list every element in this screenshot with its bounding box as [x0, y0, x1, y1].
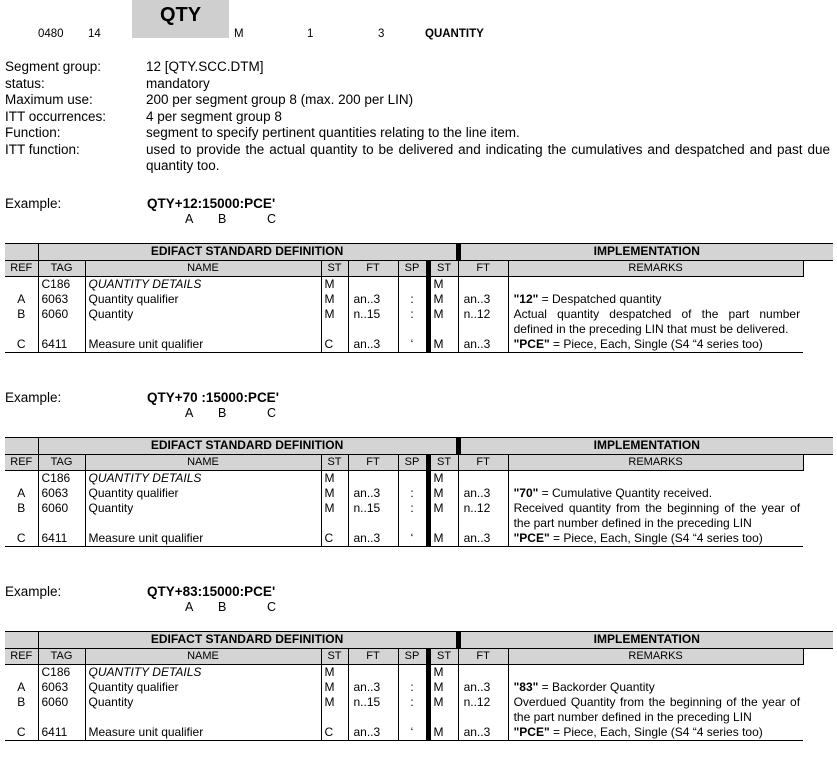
cell-tag: 6060: [38, 307, 85, 337]
cell-name: Measure unit qualifier: [85, 725, 321, 741]
cell-name: Quantity qualifier: [85, 680, 321, 695]
info-row: [5, 109, 830, 126]
cell-tag: C186: [38, 471, 85, 487]
col-tag: TAG: [38, 455, 85, 471]
example-element-letter: C: [267, 406, 277, 420]
example-code: QTY+83:15000:PCE': [147, 584, 276, 599]
cell-ft: an..3: [348, 680, 398, 695]
col-st: ST: [321, 261, 348, 277]
segment-info: [5, 59, 830, 175]
remark-code: "PCE": [513, 531, 550, 545]
col-remarks: REMARKS: [508, 261, 803, 277]
cell-st: M: [321, 501, 348, 531]
definition-table: [5, 243, 833, 353]
cell-name: Measure unit qualifier: [85, 531, 321, 547]
header-implementation: IMPLEMENTATION: [458, 438, 833, 455]
segment-name: QUANTITY: [425, 28, 484, 40]
info-row: [5, 76, 830, 93]
info-row: [5, 142, 830, 175]
cell-sp: [398, 277, 428, 293]
cell-sp: [398, 471, 428, 487]
info-label: Function:: [5, 125, 61, 140]
cell-remarks: [508, 725, 803, 741]
example-element-letter: A: [185, 600, 194, 614]
header-spacer: [5, 438, 38, 455]
cell-ref: A: [5, 486, 38, 501]
remark-code: "PCE": [513, 337, 550, 351]
cell-sp: ‘: [398, 725, 428, 741]
table-column-header-row: [5, 261, 833, 277]
info-value: 200 per segment group 8 (max. 200 per LIN): [146, 92, 414, 107]
col-name: NAME: [85, 649, 321, 665]
example-element-letter: C: [267, 212, 277, 226]
col-tag: TAG: [38, 261, 85, 277]
cell-impl-ft: [458, 665, 508, 681]
cell-remarks: [508, 277, 803, 293]
cell-remarks: [508, 531, 803, 547]
header-edifact: EDIFACT STANDARD DEFINITION: [38, 632, 458, 649]
cell-impl-ft: [458, 471, 508, 487]
col-ft: FT: [348, 261, 398, 277]
table-row: [5, 471, 833, 487]
cell-tag: 6063: [38, 292, 85, 307]
col-ft: FT: [348, 455, 398, 471]
cell-impl-st: M: [428, 695, 458, 725]
col-ref: REF: [5, 261, 38, 277]
remark-text: = Piece, Each, Single (S4 “4 series too): [549, 531, 763, 545]
cell-impl-ft: [458, 277, 508, 293]
col-ft: FT: [348, 649, 398, 665]
info-value: mandatory: [146, 75, 210, 91]
cell-ref: A: [5, 680, 38, 695]
example-element-letter: A: [185, 406, 194, 420]
cell-impl-st: M: [428, 531, 458, 547]
info-row: [5, 125, 830, 142]
example-block: [0, 390, 837, 430]
cell-remarks: [508, 307, 803, 337]
cell-impl-st: M: [428, 307, 458, 337]
segment-tag: QTY: [132, 0, 229, 38]
cell-sp: :: [398, 680, 428, 695]
col-impl-st: ST: [428, 261, 458, 277]
table-column-header-row: [5, 649, 833, 665]
cell-impl-st: M: [428, 471, 458, 487]
cell-sp: :: [398, 307, 428, 337]
segment-position: 0480: [38, 28, 64, 40]
info-label: status:: [5, 75, 45, 91]
cell-remarks: [508, 665, 803, 681]
segment-status: M: [234, 28, 244, 40]
cell-st: M: [321, 486, 348, 501]
cell-tag: C186: [38, 277, 85, 293]
cell-ft: n..15: [348, 307, 398, 337]
cell-impl-st: M: [428, 665, 458, 681]
example-element-letter: B: [218, 600, 227, 614]
cell-impl-ft: n..12: [458, 307, 508, 337]
remark-code: "83": [513, 680, 539, 694]
cell-ft: an..3: [348, 292, 398, 307]
cell-impl-st: M: [428, 486, 458, 501]
cell-name: Measure unit qualifier: [85, 337, 321, 353]
cell-remarks: [508, 486, 803, 501]
table-row: [5, 665, 833, 681]
header-edifact: EDIFACT STANDARD DEFINITION: [38, 244, 458, 261]
col-st: ST: [321, 455, 348, 471]
cell-tag: 6063: [38, 486, 85, 501]
col-name: NAME: [85, 261, 321, 277]
header-spacer: [5, 632, 38, 649]
cell-ref: A: [5, 292, 38, 307]
example-label: Example:: [5, 390, 62, 405]
example-element-letter: A: [185, 212, 194, 226]
header-implementation: IMPLEMENTATION: [458, 244, 833, 261]
cell-ref: [5, 277, 38, 293]
cell-ref: B: [5, 307, 38, 337]
cell-impl-st: M: [428, 292, 458, 307]
remark-code: "12": [513, 292, 539, 306]
definition-table: [5, 631, 833, 741]
definition-table: [5, 437, 833, 547]
cell-name: Quantity qualifier: [85, 486, 321, 501]
cell-sp: :: [398, 292, 428, 307]
cell-impl-ft: an..3: [458, 337, 508, 353]
cell-tag: C186: [38, 665, 85, 681]
segment-group-number: 3: [378, 28, 385, 40]
cell-impl-st: M: [428, 277, 458, 293]
table-column-header-row: [5, 455, 833, 471]
cell-ref: C: [5, 531, 38, 547]
cell-ft: [348, 277, 398, 293]
segment-repeat: 1: [307, 28, 314, 40]
cell-tag: 6060: [38, 501, 85, 531]
cell-impl-st: M: [428, 725, 458, 741]
remark-text: Received quantity from the beginning of the year of the part number defined in the preceding LIN: [513, 501, 801, 530]
cell-ft: [348, 471, 398, 487]
cell-st: M: [321, 307, 348, 337]
table-row: [5, 277, 833, 293]
cell-impl-ft: an..3: [458, 292, 508, 307]
cell-tag: 6060: [38, 695, 85, 725]
cell-ft: n..15: [348, 501, 398, 531]
example-element-letter: C: [267, 600, 277, 614]
example-code: QTY+12:15000:PCE': [147, 196, 276, 211]
example-code: QTY+70 :15000:PCE': [147, 390, 279, 405]
remark-text: = Cumulative Quantity received.: [538, 486, 713, 500]
header-implementation: IMPLEMENTATION: [458, 632, 833, 649]
col-remarks: REMARKS: [508, 649, 803, 665]
cell-ft: an..3: [348, 725, 398, 741]
cell-sp: :: [398, 695, 428, 725]
cell-tag: 6411: [38, 337, 85, 353]
col-impl-ft: FT: [458, 649, 508, 665]
cell-st: M: [321, 665, 348, 681]
col-impl-ft: FT: [458, 455, 508, 471]
example-label: Example:: [5, 196, 62, 211]
cell-name: QUANTITY DETAILS: [85, 665, 321, 681]
table-row: [5, 307, 833, 337]
cell-st: C: [321, 725, 348, 741]
col-tag: TAG: [38, 649, 85, 665]
cell-ft: an..3: [348, 337, 398, 353]
remark-text: = Backorder Quantity: [538, 680, 655, 694]
cell-sp: ‘: [398, 337, 428, 353]
remark-code: "PCE": [513, 725, 550, 739]
cell-st: M: [321, 680, 348, 695]
cell-name: QUANTITY DETAILS: [85, 471, 321, 487]
table-row: [5, 501, 833, 531]
segment-level: 14: [88, 28, 101, 40]
col-remarks: REMARKS: [508, 455, 803, 471]
cell-ft: an..3: [348, 486, 398, 501]
remark-code: "70": [513, 486, 539, 500]
example-block: [0, 196, 837, 236]
cell-ref: C: [5, 725, 38, 741]
cell-tag: 6411: [38, 725, 85, 741]
info-label: ITT occurrences:: [5, 108, 107, 124]
cell-remarks: [508, 337, 803, 353]
info-label: ITT function:: [5, 141, 80, 157]
cell-remarks: [508, 471, 803, 487]
cell-impl-st: M: [428, 337, 458, 353]
col-impl-st: ST: [428, 649, 458, 665]
cell-ref: C: [5, 337, 38, 353]
cell-st: M: [321, 292, 348, 307]
cell-ref: [5, 665, 38, 681]
cell-tag: 6063: [38, 680, 85, 695]
table-row: [5, 680, 833, 695]
cell-ref: B: [5, 501, 38, 531]
cell-st: C: [321, 337, 348, 353]
cell-remarks: [508, 292, 803, 307]
info-value: segment to specify pertinent quantities relating to the line item.: [146, 125, 520, 140]
example-element-letter: B: [218, 212, 227, 226]
cell-tag: 6411: [38, 531, 85, 547]
cell-ref: B: [5, 695, 38, 725]
cell-ft: an..3: [348, 531, 398, 547]
example-label: Example:: [5, 584, 62, 599]
table-row: [5, 531, 833, 547]
info-label: Maximum use:: [5, 92, 93, 107]
info-row: [5, 59, 830, 76]
cell-sp: [398, 665, 428, 681]
example-block: [0, 584, 837, 624]
table-header-row: [5, 438, 833, 455]
table-row: [5, 725, 833, 741]
col-name: NAME: [85, 455, 321, 471]
cell-st: M: [321, 695, 348, 725]
cell-name: Quantity: [85, 307, 321, 337]
table-row: [5, 292, 833, 307]
remark-text: = Despatched quantity: [538, 292, 662, 306]
example-element-letter: B: [218, 406, 227, 420]
cell-st: C: [321, 531, 348, 547]
cell-name: QUANTITY DETAILS: [85, 277, 321, 293]
col-sp: SP: [398, 649, 428, 665]
col-impl-ft: FT: [458, 261, 508, 277]
cell-remarks: [508, 695, 803, 725]
cell-sp: :: [398, 486, 428, 501]
cell-impl-ft: an..3: [458, 531, 508, 547]
cell-st: M: [321, 471, 348, 487]
col-sp: SP: [398, 261, 428, 277]
table-header-row: [5, 632, 833, 649]
header-edifact: EDIFACT STANDARD DEFINITION: [38, 438, 458, 455]
cell-remarks: [508, 680, 803, 695]
cell-impl-ft: an..3: [458, 725, 508, 741]
remark-text: Actual quantity despatched of the part number defined in the preceding LIN that must be delivered.: [513, 307, 801, 336]
cell-ft: [348, 665, 398, 681]
cell-name: Quantity: [85, 501, 321, 531]
cell-impl-ft: an..3: [458, 486, 508, 501]
cell-impl-st: M: [428, 501, 458, 531]
remark-text: = Piece, Each, Single (S4 “4 series too): [549, 337, 763, 351]
col-ref: REF: [5, 649, 38, 665]
cell-ft: n..15: [348, 695, 398, 725]
cell-name: Quantity qualifier: [85, 292, 321, 307]
col-ref: REF: [5, 455, 38, 471]
info-row: [5, 92, 830, 109]
cell-remarks: [508, 501, 803, 531]
info-value: used to provide the actual quantity to be delivered and indicating the cumulatives and despatched and past due quantity too.: [146, 141, 830, 173]
header-spacer: [5, 244, 38, 261]
cell-impl-st: M: [428, 680, 458, 695]
remark-text: = Piece, Each, Single (S4 “4 series too): [549, 725, 763, 739]
info-value: 4 per segment group 8: [146, 108, 282, 124]
segment-header: [0, 0, 837, 42]
cell-sp: :: [398, 501, 428, 531]
col-impl-st: ST: [428, 455, 458, 471]
info-label: Segment group:: [5, 59, 102, 74]
cell-impl-ft: an..3: [458, 680, 508, 695]
table-row: [5, 337, 833, 353]
cell-st: M: [321, 277, 348, 293]
remark-text: Overdued Quantity from the beginning of the year of the part number defined in the preceding LIN: [513, 695, 801, 724]
cell-ref: [5, 471, 38, 487]
table-header-row: [5, 244, 833, 261]
info-value: 12 [QTY.SCC.DTM]: [146, 59, 264, 74]
cell-impl-ft: n..12: [458, 695, 508, 725]
table-row: [5, 695, 833, 725]
cell-impl-ft: n..12: [458, 501, 508, 531]
cell-name: Quantity: [85, 695, 321, 725]
col-st: ST: [321, 649, 348, 665]
col-sp: SP: [398, 455, 428, 471]
table-row: [5, 486, 833, 501]
cell-sp: ‘: [398, 531, 428, 547]
